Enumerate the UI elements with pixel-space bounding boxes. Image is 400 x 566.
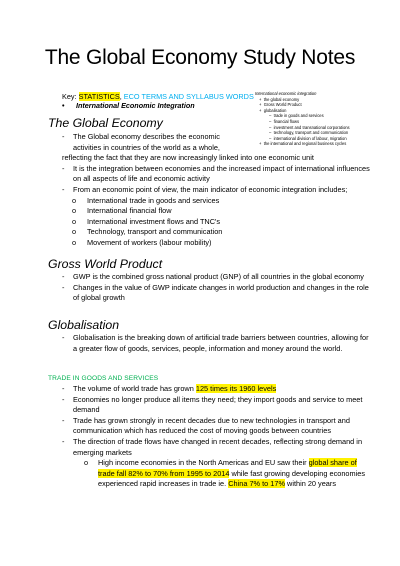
sub-list-item: o Technology, transport and communication <box>72 227 223 237</box>
sub-list-item: o Movement of workers (labour mobility) <box>72 237 212 247</box>
list-item: - From an economic point of view, the main indicator of economic integration includes; <box>62 184 348 194</box>
key-separator: , <box>119 92 124 101</box>
sub-list-item: o International trade in goods and services <box>72 195 220 205</box>
stat-highlight: China 7% to 17% <box>228 479 285 489</box>
list-item: - Trade has grown strongly in recent decades due to new technologies in transport and communication which has reduced the cost of moving goods between countries <box>62 415 350 436</box>
sub-list-item: o International investment flows and TNC's <box>72 216 221 226</box>
trade-section <box>62 384 372 490</box>
list-item: - The Global economy describes the economic activities in countries of the world as a whole, <box>62 132 220 152</box>
heading-gross-world-product: Gross World Product <box>48 257 163 271</box>
sidenote-item: + the international and regional business cycles <box>259 141 347 147</box>
list-item: - GWP is the combined gross national product (GNP) of all countries in the global economy <box>62 272 364 281</box>
globalisation-section <box>62 333 372 354</box>
sidenote-item: + Gross World Product <box>259 102 302 108</box>
sidenote-item: – technology, transport and communication <box>269 130 349 136</box>
sub-list-item: o International financial flow <box>72 206 172 216</box>
heading-trade: TRADE IN GOODS AND SERVICES <box>48 375 159 382</box>
stat-highlight: 125 times its 1960 levels <box>195 384 277 393</box>
sidenote-item: – financial flows <box>269 118 300 124</box>
page-title: The Global Economy Study Notes <box>44 46 356 69</box>
global-economy-section <box>62 132 372 249</box>
list-item: - The volume of world trade has grown 125 times its 1960 levels <box>62 384 277 393</box>
sidenote-item: + the global economy <box>259 96 300 102</box>
sidenote-item: – international division of labour, migration <box>269 135 347 141</box>
key-prefix: Key: <box>62 92 79 101</box>
list-item: - Economies no longer produce all items they need; they import goods and service to meet demand <box>62 394 363 415</box>
key-bullet-text: International Economic Integration <box>76 101 195 110</box>
list-item: - Changes in the value of GWP indicate changes in world production and changes in the role of global growth <box>62 282 369 303</box>
list-item: - The direction of trade flows have changed in recent decades, reflecting strong demand in emerging markets <box>62 436 363 457</box>
key-statistics: STATISTICS <box>78 92 120 101</box>
sidenote-item: – investment and transnational corporations <box>269 124 350 130</box>
key-terms: ECO TERMS AND SYLLABUS WORDS <box>123 92 254 101</box>
key-legend <box>62 92 254 101</box>
bullet-marker: • <box>62 101 65 110</box>
gwp-section <box>62 272 372 304</box>
list-item: - Globalisation is the breaking down of artificial trade barriers between countries, allowing for a greater flow of goods, services, people, information and money around the world. <box>62 333 369 353</box>
key-bullet-item <box>62 101 195 110</box>
sub-list-item: o High income economies in the North Americas and EU saw their global share of trade fall 82% to 70% from 1995 to 2014 while fast growing developing economies experienced rapid increases in trade ie. China 7% to 17% within 20 years <box>84 458 365 489</box>
sidenote-item: + globalisation <box>259 107 287 113</box>
heading-globalisation: Globalisation <box>48 318 120 332</box>
list-item: - It is the integration between economies and the increased impact of international influences on all aspects of life and economic activity <box>62 163 370 184</box>
stat-highlight: global share of trade fall 82% to 70% from 1995 to 2014 <box>98 458 357 478</box>
list-item-continuation: reflecting the fact that they are now increasingly linked into one economic unit <box>62 153 314 163</box>
sidenote-heading: International economic integration <box>255 91 317 96</box>
heading-global-economy: The Global Economy <box>48 116 163 130</box>
sidenote-item: – trade in goods and services <box>269 113 324 119</box>
